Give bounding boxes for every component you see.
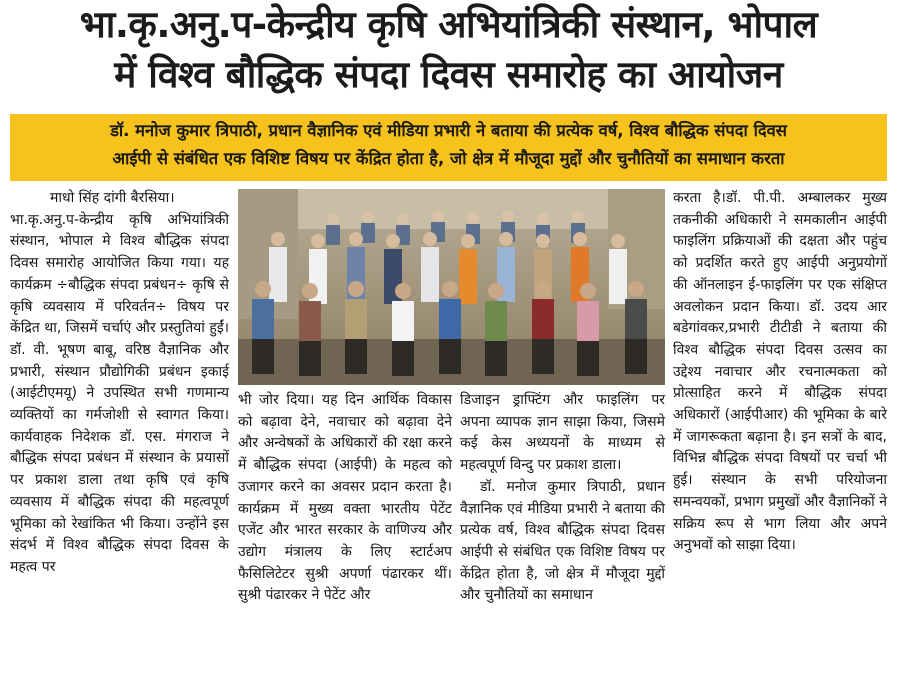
article-column-4: [673, 188, 887, 557]
headline-line-2: में विश्व बौद्धिक संपदा दिवस समारोह का आयोजन: [114, 53, 783, 96]
column-3-para-1: डिजाइन ड्राफ्टिंग और फाइलिंग पर अपना व्यापक ज्ञान साझा किया, जिसमे कई केस अध्ययनों के माध्यम से महत्वपूर्ण विन्दु पर प्रकाश डाला।: [460, 392, 665, 474]
column-3-para-2: डॉ. मनोज कुमार त्रिपाठी, प्रधान वैज्ञानिक एवं मीडिया प्रभारी ने बताया की प्रत्येक वर्ष, विश्व बौद्धिक संपदा दिवस आईपी से संबंधित एक विशिष्ट विषय पर केंद्रित होता है, जो क्षेत्र में मौजूदा मुद्दों और चुनौतियों का समाधान: [460, 478, 665, 604]
column-4-text: करता है।डॉ. पी.पी. अम्बालकर मुख्य तकनीकी अधिकारी ने समकालीन आईपी फाइलिंग प्रक्रियाओं की दक्षता और पहुंच को प्रदर्शित करते हुए आईपी अनुप्रयोगों की ऑनलाइन ई-फाइलिंग पर एक संक्षिप्त अवलोकन प्रदान किया। डॉ. उदय आर बडेगांवकर,प्रभारी टीटीडी ने बताया की विश्व बौद्धिक संपदा दिवस उत्सव का उद्देश्य नवाचार और रचनात्मकता को प्रोत्साहित करने में बौद्धिक संपदा अधिकारों (आईपीआर) की भूमिका के बारे में जागरूकता बढ़ाना है। इन सत्रों के बाद, विभिन्न बौद्धिक संपदा विषयों पर चर्चा भी हुई। संस्थान के सभी परियोजना समन्वयकों, प्रभाग प्रमुखों और वैज्ञानिकों ने सक्रिय रूप से भाग लिया और अपने अनुभवों को साझा दिया।: [673, 190, 887, 554]
column-1-text: भा.कृ.अनु.प-केन्द्रीय कृषि अभियांत्रिकी संस्थान, भोपाल मे विश्व बौद्धिक संपदा दिवस समारोह आयोजित किया गया। यह कार्यक्रम ÷बौद्धिक संपदा प्रबंधन÷ कृषि से कृषि व्यवसाय में परिवर्तन÷ विषय पर केंद्रित था, जिसमें चर्चाएं और प्रस्तुतियां हुईं। डॉ. वी. भूषण बाबू, वरिष्ठ वैज्ञानिक और प्रभारी, संस्थान प्रौद्योगिकी प्रबंधन इकाई (आईटीएमयू) ने उपस्थित सभी गणमान्य व्यक्तियों का गर्मजोशी से स्वागत किया। कार्यवाहक निदेशक डॉ. एस. मंगराज ने बौद्धिक संपदा प्रबंधन में संस्थान के प्रयासों पर प्रकाश डाला तथा कृषि एवं कृषि व्यवसाय में बौद्धिक संपदा की महत्वपूर्ण भूमिका को रेखांकित भी किया। उन्होंने इस संदर्भ में विश्व बौद्धिक संपदा दिवस के महत्व पर: [10, 211, 229, 575]
column-2-text: भी जोर दिया। यह दिन आर्थिक विकास को बढ़ावा देने, नवाचार को बढ़ावा देने और अन्वेषकों के अधिकारों की रक्षा करने में बौद्धिक संपदा (आईपी) के महत्व को उजागर करने का अवसर प्रदान करता है। कार्यक्रम में मुख्य वक्ता भारतीय पेटेंट एजेंट और भारत सरकार के वाणिज्य और उद्योग मंत्रालय के लिए स्टार्टअप फैसिलिटेटर सुश्री अपर्णा पंढारकर थीं। सुश्री पंढारकर ने पेटेंट और: [238, 392, 452, 604]
article-column-3: [460, 390, 665, 607]
group-photo: [238, 189, 665, 385]
headline-line-1: भा.कृ.अनु.प-केन्द्रीय कृषि अभियांत्रिकी संस्थान, भोपाल: [79, 3, 818, 46]
subheadline-banner: [10, 114, 887, 181]
byline: माधो सिंह दांगी बैरसिया।: [50, 190, 175, 206]
subheadline-line-1: डॉ. मनोज कुमार त्रिपाठी, प्रधान वैज्ञानिक एवं मीडिया प्रभारी ने बताया की प्रत्येक वर्ष, विश्व बौद्धिक संपदा दिवस: [110, 121, 787, 140]
subheadline-line-2: आईपी से संबंधित एक विशिष्ट विषय पर केंद्रित होता है, जो क्षेत्र में मौजूदा मुद्दों और चुनौतियों का समाधान करता: [112, 149, 785, 168]
article-column-1: [10, 188, 229, 579]
headline: [0, 0, 897, 112]
article-column-2: [238, 390, 452, 607]
